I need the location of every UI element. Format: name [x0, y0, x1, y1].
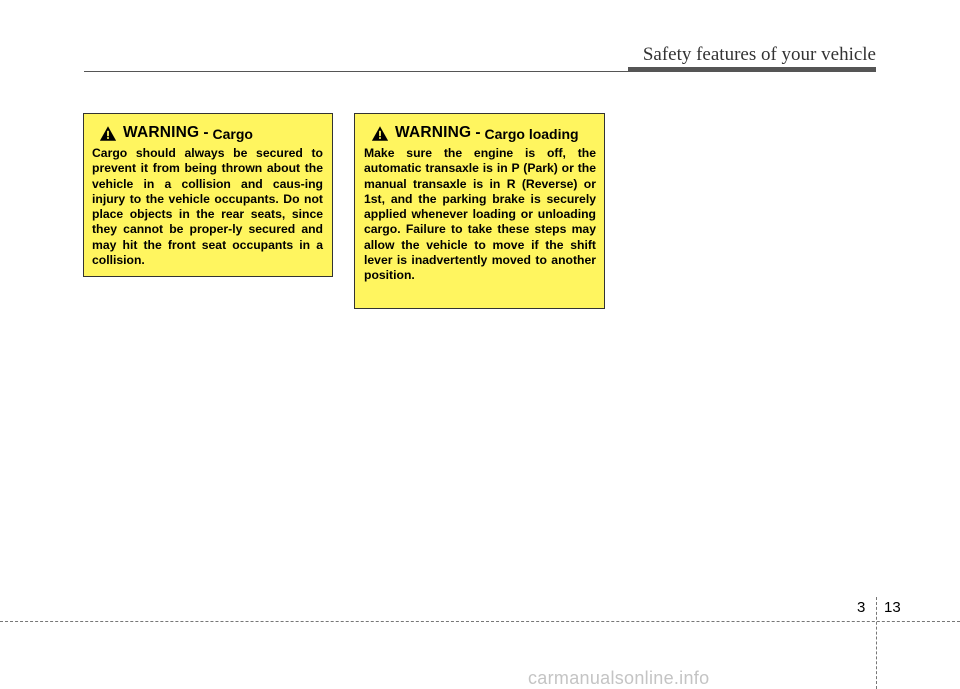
warning-label: WARNING [395, 124, 472, 141]
warning-label: WARNING [123, 124, 200, 141]
watermark: carmanualsonline.info [528, 668, 710, 688]
footer-divider [876, 597, 877, 689]
warning-topic: Cargo [212, 126, 253, 142]
warning-separator: - [475, 124, 481, 141]
warning-triangle-icon [371, 125, 389, 142]
footer-rule [0, 621, 960, 622]
chapter-number: 3 [857, 599, 866, 616]
page-number: 13 [884, 599, 901, 616]
warning-topic: Cargo loading [484, 126, 579, 142]
warning-triangle-icon [99, 125, 117, 142]
warning-separator: - [203, 124, 209, 141]
warning-heading [364, 124, 596, 142]
warning-box-cargo-loading [354, 113, 605, 309]
section-title: Safety features of your vehicle [642, 44, 876, 65]
header-rule-accent [628, 67, 876, 72]
warning-box-cargo [83, 113, 333, 277]
warning-heading [92, 124, 323, 142]
warning-text: Cargo should always be secured to prevent it from being thrown about the vehicle in a collision and caus-ing injury to the vehicle occupants. Do not place objects in the rear seats, since they cannot be proper-ly secured and may hit the front seat occupants in a collision. [92, 146, 323, 268]
warning-text: Make sure the engine is off, the automatic transaxle is in P (Park) or the manual transaxle is in R (Reverse) or 1st, and the parking brake is securely applied whenever loading or unloading cargo. Failure to take these steps may allow the vehicle to move if the shift lever is inadvertently moved to another position. [364, 146, 596, 283]
